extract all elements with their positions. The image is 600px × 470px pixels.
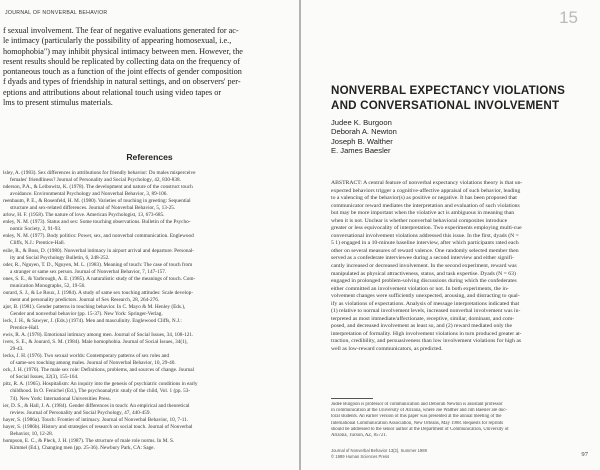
reference-line: a stranger or same sex person. Journal of Nonverbal Behavior, 7, 147-157. xyxy=(10,268,167,275)
reference-line: structure and sex-related differences. Journal of Nonverbal Behavior, 5, 13-25. xyxy=(10,205,176,212)
title-line: AND CONVERSATIONAL INVOLVEMENT xyxy=(331,98,560,112)
reference-line: munication Monographs, 52, 19-56. xyxy=(10,282,86,289)
body-line: f sexual involvement. The fear of negative evaluations generated for ac- xyxy=(3,26,239,35)
left-page xyxy=(0,0,299,470)
reference-line: ment and personality predictors. Journal of Sex Research, 28, 264-276. xyxy=(10,296,160,303)
reference-line: of Social Issues, 32(3), 155-164. xyxy=(10,374,79,381)
abstract-line: posed, and decreased involvement as least so, and (2) reward mediated only the xyxy=(331,323,512,330)
article-title xyxy=(331,84,593,113)
reference-line: eslie, R., & Boss, D. (1980). Nonverbal intimacy in airport arrival and departure. Personal- xyxy=(3,247,194,254)
footnote-line: Arizona, Tucson, AZ, 85721. xyxy=(331,433,387,439)
footnote-line: in communication at the University of Arizona, where Joe Walther and Jim Baesler are doc- xyxy=(331,408,508,414)
author-list xyxy=(331,118,397,155)
body-paragraph xyxy=(3,26,285,108)
abstract-line: served as a confederate interviewee during a second interview and either signifi- xyxy=(331,255,515,262)
reference-line: females' friendliness? Journal of Personality and Social Psychology, 42, 830-838. xyxy=(10,177,181,184)
footnote-line: toral students. An earlier version of this paper was presented at the annual meeting of the xyxy=(331,414,502,420)
reference-line: Gender and nonverbal behavior (pp. 15-37). New York: Springer-Verlag. xyxy=(10,310,163,317)
abstract-line: volvement changes were sufficiently unexpected, arousing, and distracting to qual- xyxy=(331,293,520,300)
reference-line: ivers, S. E., & Jourard, S. M. (1984). Male homophobia. Journal of Social Issues, 34(1), xyxy=(3,339,188,346)
reference-line: ier, D. S., & Hall, J. A. (1984). Gender differences in touch: An empirical and theoretical xyxy=(3,402,190,409)
reference-line: oder, R., Nguyen, T. D., Nguyen, M. L. (1983). Meaning of touch: The case of touch from xyxy=(3,261,193,268)
reference-line: lsley, A. (1983). Sex differences in attributions for friendly behavior: Do males misperceive xyxy=(3,170,196,176)
reference-line: avoidance. Environmental Psychology and Nonverbal Behavior, 3, 89-106. xyxy=(10,191,168,198)
abstract-line: ABSTRACT: A central feature of nonverbal expectancy violations theory is that un- xyxy=(331,180,523,186)
title-line: NONVERBAL EXPECTANCY VIOLATIONS xyxy=(331,84,566,97)
abstract xyxy=(331,180,593,354)
reference-line: 29-43. xyxy=(10,346,24,353)
reference-line: ewis, R. A. (1978). Emotional intimacy among men. Journal of Social Issues, 34, 108-121. xyxy=(3,332,194,339)
reference-line: nderson, P.A., & Leibowitz, K. (1978). The development and nature of the construct touch xyxy=(3,184,193,191)
abstract-line: well as low-reward communicators, as predicted. xyxy=(331,346,443,353)
abstract-line: terpreted as most immediate/affectionate, receptive, similar, dominant, and com- xyxy=(331,315,515,322)
references-heading: References xyxy=(126,152,173,162)
reference-line: reenbaum, P. E., & Rosenfeld, H. M. (1980). Varieties of touching in greeting: Sequential xyxy=(3,198,191,205)
abstract-line: communicator reward mediates the interpretation and evaluation of such violations xyxy=(331,202,520,209)
reference-line: 74). New York: International Universities Press. xyxy=(10,395,111,402)
body-line: f dyads and types of friendship in natural settings, and on observers' per- xyxy=(3,77,241,87)
margin-note: 15 xyxy=(559,8,578,27)
footnote-rule xyxy=(331,398,373,399)
reference-line: childhood. In O. Fenichel (Ed.), The psychoanalytic study of the child, Vol. 1 (pp. 53- xyxy=(10,388,191,395)
abstract-line: traction, credibility, and persuasiveness than low involvement violations for high as xyxy=(331,338,522,345)
journal-footer-line: © 1989 Human Sciences Press xyxy=(331,453,390,459)
body-line: le intimacy (particularly the possibility of appearing homosexual, i.e., xyxy=(3,36,232,46)
author-name: Judee K. Burgoon xyxy=(331,118,392,127)
reference-line: of same-sex touching among males. Journal of Nonverbal Behavior, 10, 29-40. xyxy=(10,360,176,367)
reference-line: arlow, H. F. (1958). The nature of love. American Psychologist, 13, 673-685. xyxy=(3,212,165,219)
reference-line: Kimmel (Ed.), Changing men (pp. 25-36). Newbury Park, CA: Sage. xyxy=(10,444,155,451)
abstract-line: (1) relative to normal involvement levels, increased nonverbal involvement was in- xyxy=(331,308,521,315)
reference-line: hayer, S. (1986a). Touch: Frontier of intimacy. Journal of Nonverbal Behavior, 10, 7-11. xyxy=(3,416,189,423)
page-number: 97 xyxy=(581,451,588,458)
reference-line: pitz, R. A. (1965). Hospitalism: An inquiry into the genesis of psychiatric conditions in early xyxy=(3,381,198,388)
abstract-line: 5 1) engaged in a 10-minute baseline interview, after which participants rated each xyxy=(331,240,519,247)
author-name: Deborah A. Newton xyxy=(331,127,397,137)
reference-line: review. Journal of Personality and Social Psychology, 47, 440-459. xyxy=(10,409,151,416)
abstract-line: but may be more important when the violative act is ambiguous in meaning than xyxy=(331,210,515,217)
reference-line: ock, J. H. (1976). The male sex role: Definitions, problems, and sources of change. Journal xyxy=(3,367,195,374)
abstract-line: when it is not. Unclear is whether nonverbal behavioral composites introduce xyxy=(331,217,508,224)
references-list xyxy=(3,170,288,452)
abstract-line: ify as violations of expectations. Analysis of message interpretations indicated that xyxy=(331,300,520,307)
author-name: Joseph B. Walther xyxy=(331,136,393,146)
abstract-line: cantly increased or decreased involvement. In the second experiment, reward was xyxy=(331,263,517,270)
right-page xyxy=(301,0,600,470)
reference-line: hompson, E. C., & Pleck, J. H. (1987). The structure of male role norms. In M. S. xyxy=(3,437,175,444)
reference-line: nomic Society, 2, 91-93. xyxy=(10,226,62,233)
abstract-line: to a valencing of the behavior(s) as positive or negative. It has been proposed that xyxy=(331,195,517,202)
body-line: resent results should be replicated by collecting data on the frequency of xyxy=(3,56,241,66)
reference-line: enley, N. M. (1977). Body politics: Power, sex, and nonverbal communication. Englewood xyxy=(3,233,194,240)
abstract-line: interpretation of formality. High involvement violations in turn produced greater at- xyxy=(331,330,522,337)
footnote-line: should be addressed to the senior author at the Department of Communication, University of xyxy=(331,426,509,432)
body-line: homophobia") may inhibit physical intimacy between men. However, the xyxy=(3,46,243,56)
author-footnote xyxy=(331,402,593,439)
reference-line: leck, J. H., & Sawyer, J. (Eds.) (1974). Men and masculinity. Englewood Cliffs, N.J.: xyxy=(3,317,182,324)
reference-line: Prentice-Hall. xyxy=(10,325,40,332)
body-line: eptions and attributions about relational touch using video tapes or xyxy=(3,87,222,97)
reference-line: Cliffs, N.J.: Prentice-Hall. xyxy=(10,240,66,247)
abstract-line: conversational involvement violations addressed this issue. In the first, dyads (N = xyxy=(331,232,519,239)
body-line: lms to present stimulus materials. xyxy=(3,98,113,108)
journal-footer-line: Journal of Nonverbal Behavior 13(2), Summer 1989 xyxy=(331,448,427,453)
body-line: pontaneous touch as a function of the joint effects of gender composition xyxy=(3,67,242,77)
author-name: E. James Baesler xyxy=(331,145,391,155)
abstract-line: engaged in prolonged problem-solving discussions during which the confederates xyxy=(331,278,517,285)
reference-line: Behavior, 10, 12-28. xyxy=(10,430,54,437)
journal-footer xyxy=(331,448,427,459)
footnote-line: Judee Burgoon is professor of communication and Deborah Newton is assistant professor xyxy=(331,402,503,407)
abstract-line: either committed an involvement violation or not. In both experiments, the in- xyxy=(331,285,509,292)
footnote-line: International Communication Association, New Orleans, May 1988. Requests for reprints xyxy=(331,420,504,426)
reference-line: hayer, S. (1986b). History and strategies of research on social touch. Journal of Nonverbal xyxy=(3,423,193,430)
abstract-line: expected behaviors trigger a cognitive-affective appraisal of such behavior, leading xyxy=(331,187,521,194)
running-head-title: JOURNAL OF NONVERBAL BEHAVIOR xyxy=(5,10,108,16)
abstract-line: greater or less equivocality of interpretation. Two experiments employing multi-cue xyxy=(331,225,522,232)
reference-line: ajor, B. (1981). Gender patterns in touching behavior. In C. Mayo & M. Henley (Eds.), xyxy=(3,303,186,310)
running-head xyxy=(3,10,107,16)
reference-line: ity and Social Psychology Bulletin, 6, 248-252. xyxy=(10,254,110,261)
reference-line: ourard, S. J., & Le Roux, J. (1984). A study of same sex touching attitudes: Scale develop- xyxy=(3,289,193,296)
reference-line: enley, N. M. (1973). Status and sex: Some touching observations. Bulletin of the Psycho- xyxy=(3,219,191,226)
abstract-line: manipulated as physical attractiveness, status, and task expertise. Dyads (N = 63) xyxy=(331,270,516,277)
reference-line: lecks, J. H. (1976). Two sexual worlds: Contemporary patterns of sex roles and xyxy=(3,353,170,360)
abstract-line: other on several measures of reward valence. One randomly selected member then xyxy=(331,247,519,254)
reference-line: ones, S. E., & Yarbrough, A. E. (1985). A naturalistic study of the meanings of touch. Com- xyxy=(3,275,196,282)
